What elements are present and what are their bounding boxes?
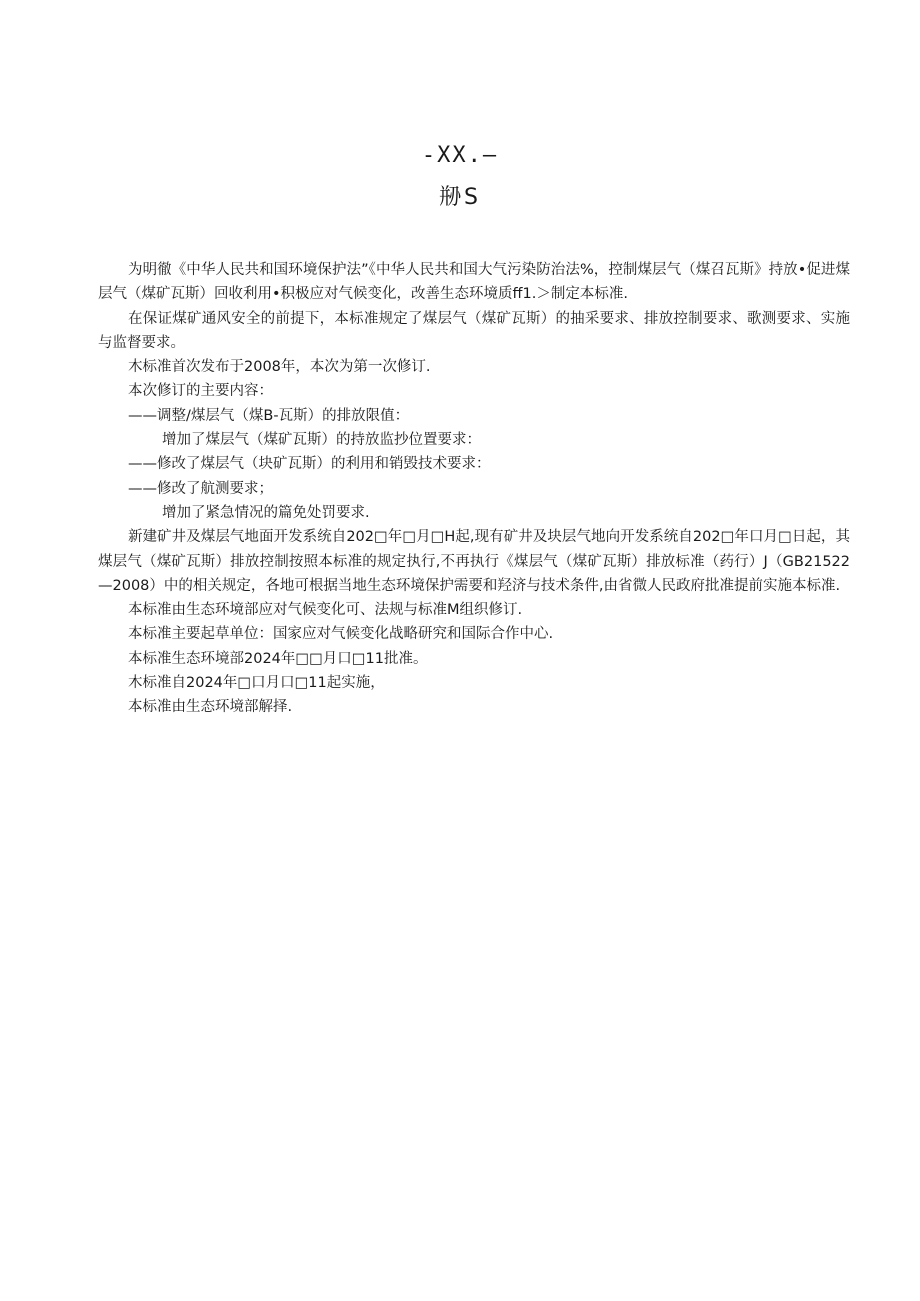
revision-item: ——修改了煤层气（块矿瓦斯）的利用和销毁技术要求：	[128, 456, 491, 473]
revision-item: 增加了紧急情况的篇免处罚要求.	[162, 504, 370, 521]
paragraph-effective-date: 木标准自2024年□口月口□11起实施，	[128, 675, 385, 692]
paragraph-history: 木标准首次发布于2008年，本次为第一次修订.	[128, 359, 431, 376]
paragraph-approval: 本标准生态环境部2024年□□月口□11批准。	[128, 650, 428, 667]
paragraph-drafting-unit: 本标准主要起草单位：国家应对气候变化战略研究和国际合作中心.	[128, 626, 554, 643]
document-body	[98, 258, 850, 720]
paragraph-interpretation: 本标准由生态环境部解择.	[128, 699, 293, 716]
document-header-mark: -XX.—	[421, 143, 499, 168]
revision-item: 增加了煤层气（煤矿瓦斯）的持放监抄位置要求：	[162, 432, 481, 449]
paragraph-implementation: 新建矿井及煤层气地面开发系统自202□年□月□H起,现有矿井及块层气地向开发系统自202□年口月□日起，其煤层气（煤矿瓦斯）排放控制按照本标准的规定执行,不再执行《煤层气（煤矿瓦斯）排放标准（药行）J（GB21522—2008）中的相关规定，各地可根据当地生态环境保护需要和羟济与技术条件,由省微人民政府批准提前实施本标准.	[98, 529, 850, 594]
paragraph-scope: 在保证煤矿通风安全的前提下，本标准规定了煤层气（煤矿瓦斯）的抽采要求、排放控制要求、歌测要求、实施与监督要求。	[98, 310, 850, 351]
revision-item: ——修改了航测要求；	[128, 480, 273, 497]
paragraph-organizer: 本标准由生态环境部应对气候变化可、法规与标准M组织修订.	[128, 602, 523, 619]
document-title: 剙S	[439, 185, 481, 210]
revision-item: ——调整/煤层气（煤B-瓦斯）的排放限值：	[128, 407, 410, 424]
paragraph-revision-intro: 本次修订的主要内容：	[128, 383, 273, 400]
paragraph-purpose: 为明徹《中华人民共和国环境保护法”《中华人民共和国大气污染防治法%，控制煤层气（煤召瓦斯》持放•促进煤层气（煤矿瓦斯）回收利用•积极应对气候变化，改善生态环境质ff1.＞制定本标准.	[98, 262, 850, 303]
